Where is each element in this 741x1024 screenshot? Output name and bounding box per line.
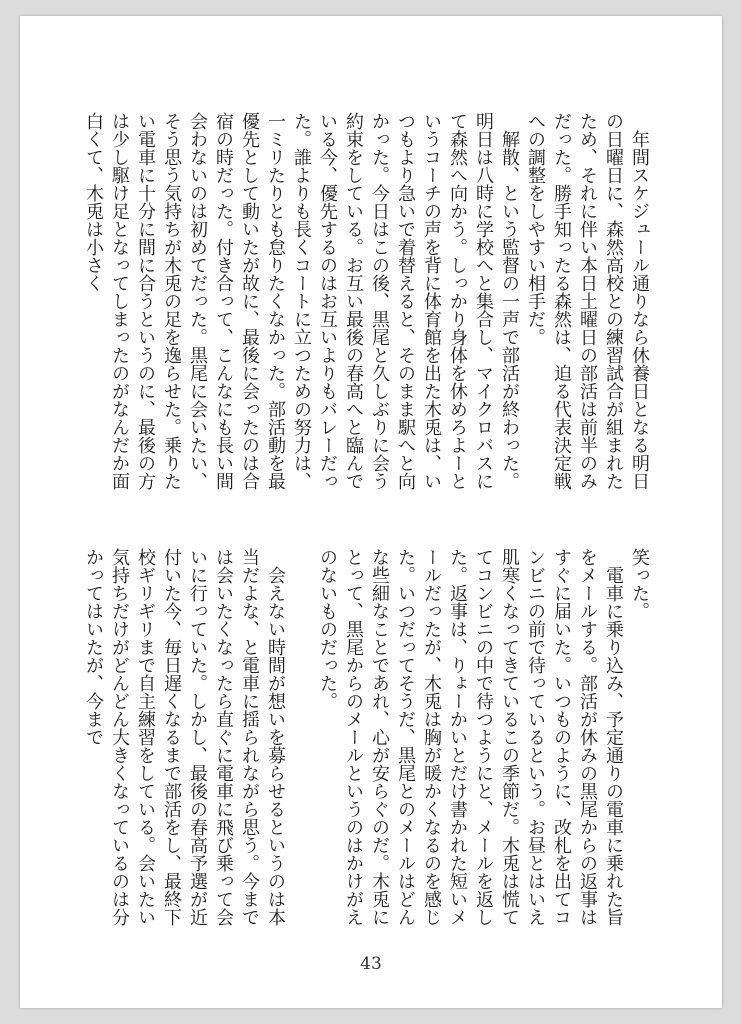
lower-text-block: [83, 548, 652, 942]
paragraph-longing: 会えない時間が想いを募らせるというのは本当だよな、と電車に揺られながら思う。今までは会いたくなったら直ぐに電車に飛び乗って会いに行っていた。しかし、最後の春高予選が近付いた今、毎日遅くなるまで部活をし、最終下校ギリギリまで自主練習をしている。会いたい気持ちだけがどんどん大きくなっているのは分かってはいたが、今まで: [83, 548, 286, 926]
book-page: [20, 16, 722, 1008]
paragraph-laughed: 笑った。: [629, 548, 650, 620]
page-number: 43: [360, 954, 382, 974]
paragraph-dismissal: 解散、という監督の一声で部活が終わった。明日は八時に学校へと集合し、マイクロバスにて森然へ向かう。しっかり身体を休めろよーというコーチの声を背に体育館を出た木兎は、いつもより急いで着替えると、そのまま駅へと向かった。今日はこの後、黒尾と久しぶりに会う約束をしている。お互い最後の春高へと臨んでいる今、優先するのはお互いよりもバレーだった。誰よりも長くコートに立つための努力は、一ミリたりとも怠りたくなかった。部活動を最優先として動いたが故に、最後に会ったのは合宿の時だった。付き合って、こんなにも長い間会わないのは初めてだった。黒尾に会いたい、そう思う気持ちが木兎の足を逸らせた。乗りたい電車に十分に間に合うというのに、最後の方は少し駆け足となってしまったのがなんだか面白くて、木兎は小さく: [83, 112, 520, 490]
paragraph-train-mail: 電車に乗り込み、予定通りの電車に乗れた旨をメールする。部活が休みの黒尾からの返事はすぐに届いた。いつものように、改札を出てコンビニの前で待っているという。お昼とはいえ肌寒くなってきているこの季節だ。木兎は慌ててコンビニの中で待つようにと、メールを返した。返事は、りょーかいとだけ書かれた短いメールだったが、木兎は胸が暖かくなるのを感じた。いつだってそうだ、黒尾とのメールはどんな些細なことであれ、心が安らぐのだ。木兎にとって、黒尾からのメールというのはかけがえのないものだった。: [317, 548, 624, 926]
paragraph-schedule: 年間スケジュール通りなら休養日となる明日の日曜日に、森然高校との練習試合が組まれたため、それに伴い本日土曜日の部活は前半のみだった。勝手知ったる森然は、迫る代表決定戦への調整をしやすい相手だ。: [525, 112, 650, 490]
upper-text-block: [83, 112, 652, 504]
